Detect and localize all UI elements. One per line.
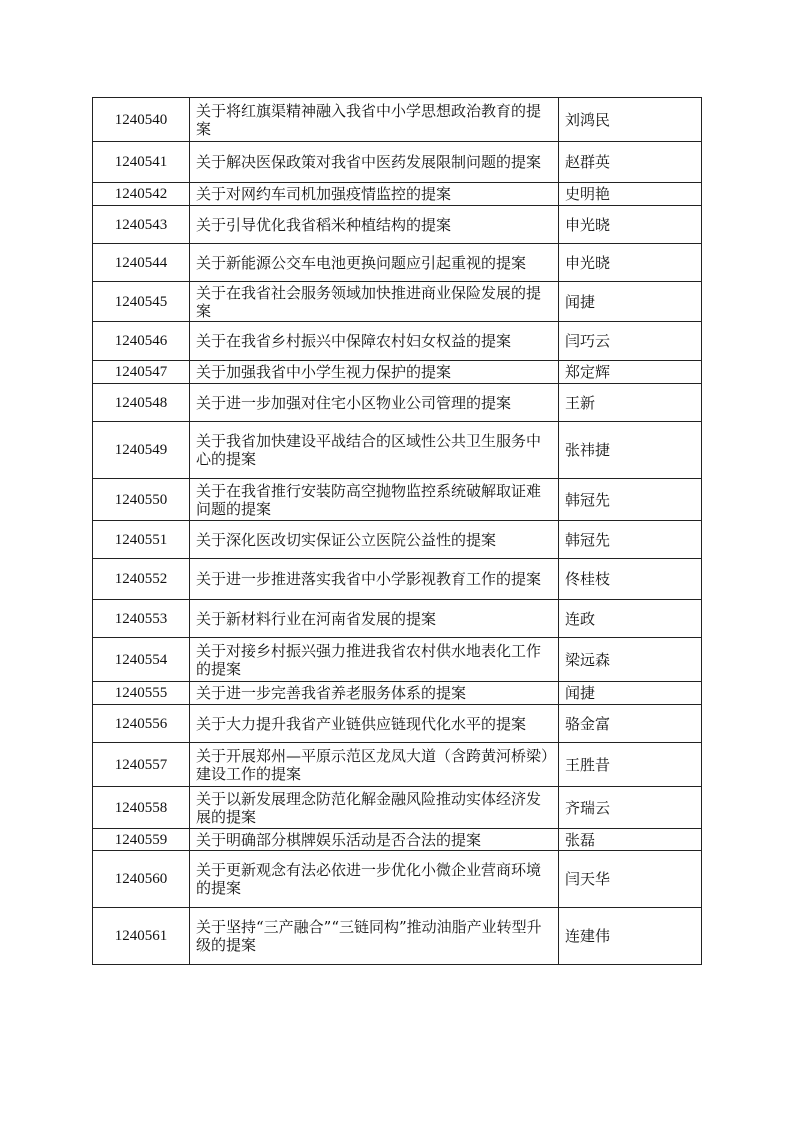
proposal-title: 关于进一步完善我省养老服务体系的提案 — [190, 682, 559, 705]
proposal-title: 关于对网约车司机加强疫情监控的提案 — [190, 183, 559, 206]
proposals-table-body — [93, 98, 702, 965]
table-row — [93, 559, 702, 600]
proposal-title: 关于深化医改切实保证公立医院公益性的提案 — [190, 521, 559, 559]
proposer-name: 赵群英 — [559, 142, 702, 183]
proposal-title: 关于进一步推进落实我省中小学影视教育工作的提案 — [190, 559, 559, 600]
proposal-number: 1240546 — [93, 322, 190, 361]
proposals-table — [92, 97, 702, 965]
proposal-number: 1240554 — [93, 638, 190, 682]
proposal-title: 关于在我省推行安装防高空抛物监控系统破解取证难问题的提案 — [190, 479, 559, 521]
proposer-name: 刘鸿民 — [559, 98, 702, 142]
proposer-name: 佟桂枝 — [559, 559, 702, 600]
proposal-number: 1240540 — [93, 98, 190, 142]
proposer-name: 史明艳 — [559, 183, 702, 206]
table-row — [93, 521, 702, 559]
proposer-name: 张祎捷 — [559, 422, 702, 479]
proposal-number: 1240553 — [93, 600, 190, 638]
table-row — [93, 851, 702, 908]
proposer-name: 连建伟 — [559, 908, 702, 965]
proposal-title: 关于坚持“三产融合”“三链同构”推动油脂产业转型升级的提案 — [190, 908, 559, 965]
proposer-name: 齐瑞云 — [559, 787, 702, 829]
proposer-name: 连政 — [559, 600, 702, 638]
proposer-name: 梁远森 — [559, 638, 702, 682]
proposal-title: 关于解决医保政策对我省中医药发展限制问题的提案 — [190, 142, 559, 183]
proposal-number: 1240542 — [93, 183, 190, 206]
proposal-number: 1240549 — [93, 422, 190, 479]
table-row — [93, 361, 702, 384]
proposer-name: 王新 — [559, 384, 702, 422]
proposal-title: 关于引导优化我省稻米种植结构的提案 — [190, 206, 559, 244]
proposal-title: 关于在我省乡村振兴中保障农村妇女权益的提案 — [190, 322, 559, 361]
proposal-number: 1240547 — [93, 361, 190, 384]
proposal-title: 关于加强我省中小学生视力保护的提案 — [190, 361, 559, 384]
proposer-name: 闫巧云 — [559, 322, 702, 361]
proposal-title: 关于对接乡村振兴强力推进我省农村供水地表化工作的提案 — [190, 638, 559, 682]
proposal-number: 1240545 — [93, 282, 190, 322]
table-row — [93, 183, 702, 206]
table-row — [93, 479, 702, 521]
table-row — [93, 743, 702, 787]
proposal-number: 1240555 — [93, 682, 190, 705]
table-row — [93, 98, 702, 142]
proposal-title: 关于新能源公交车电池更换问题应引起重视的提案 — [190, 244, 559, 282]
proposer-name: 骆金富 — [559, 705, 702, 743]
proposal-number: 1240558 — [93, 787, 190, 829]
proposal-title: 关于将红旗渠精神融入我省中小学思想政治教育的提案 — [190, 98, 559, 142]
table-row — [93, 282, 702, 322]
proposal-number: 1240560 — [93, 851, 190, 908]
proposal-title: 关于进一步加强对住宅小区物业公司管理的提案 — [190, 384, 559, 422]
proposer-name: 郑定辉 — [559, 361, 702, 384]
table-row — [93, 638, 702, 682]
proposal-number: 1240550 — [93, 479, 190, 521]
proposer-name: 闫天华 — [559, 851, 702, 908]
proposal-title: 关于明确部分棋牌娱乐活动是否合法的提案 — [190, 829, 559, 851]
proposer-name: 韩冠先 — [559, 521, 702, 559]
proposal-title: 关于更新观念有法必依进一步优化小微企业营商环境的提案 — [190, 851, 559, 908]
table-row — [93, 787, 702, 829]
table-row — [93, 682, 702, 705]
proposer-name: 申光晓 — [559, 244, 702, 282]
proposal-title: 关于新材料行业在河南省发展的提案 — [190, 600, 559, 638]
proposal-number: 1240552 — [93, 559, 190, 600]
proposer-name: 闻捷 — [559, 282, 702, 322]
proposal-number: 1240543 — [93, 206, 190, 244]
table-row — [93, 829, 702, 851]
proposal-title: 关于以新发展理念防范化解金融风险推动实体经济发展的提案 — [190, 787, 559, 829]
proposal-number: 1240544 — [93, 244, 190, 282]
proposer-name: 闻捷 — [559, 682, 702, 705]
table-row — [93, 384, 702, 422]
proposal-title: 关于大力提升我省产业链供应链现代化水平的提案 — [190, 705, 559, 743]
proposer-name: 王胜昔 — [559, 743, 702, 787]
proposal-number: 1240556 — [93, 705, 190, 743]
table-row — [93, 244, 702, 282]
proposal-number: 1240541 — [93, 142, 190, 183]
proposer-name: 张磊 — [559, 829, 702, 851]
table-row — [93, 422, 702, 479]
proposer-name: 申光晓 — [559, 206, 702, 244]
proposal-title: 关于我省加快建设平战结合的区域性公共卫生服务中心的提案 — [190, 422, 559, 479]
proposal-number: 1240557 — [93, 743, 190, 787]
table-row — [93, 142, 702, 183]
proposal-title: 关于在我省社会服务领域加快推进商业保险发展的提案 — [190, 282, 559, 322]
proposer-name: 韩冠先 — [559, 479, 702, 521]
proposal-number: 1240551 — [93, 521, 190, 559]
table-row — [93, 206, 702, 244]
table-row — [93, 600, 702, 638]
proposal-number: 1240559 — [93, 829, 190, 851]
proposal-title: 关于开展郑州—平原示范区龙凤大道（含跨黄河桥梁）建设工作的提案 — [190, 743, 559, 787]
proposal-number: 1240548 — [93, 384, 190, 422]
table-row — [93, 705, 702, 743]
proposal-number: 1240561 — [93, 908, 190, 965]
table-row — [93, 322, 702, 361]
table-row — [93, 908, 702, 965]
